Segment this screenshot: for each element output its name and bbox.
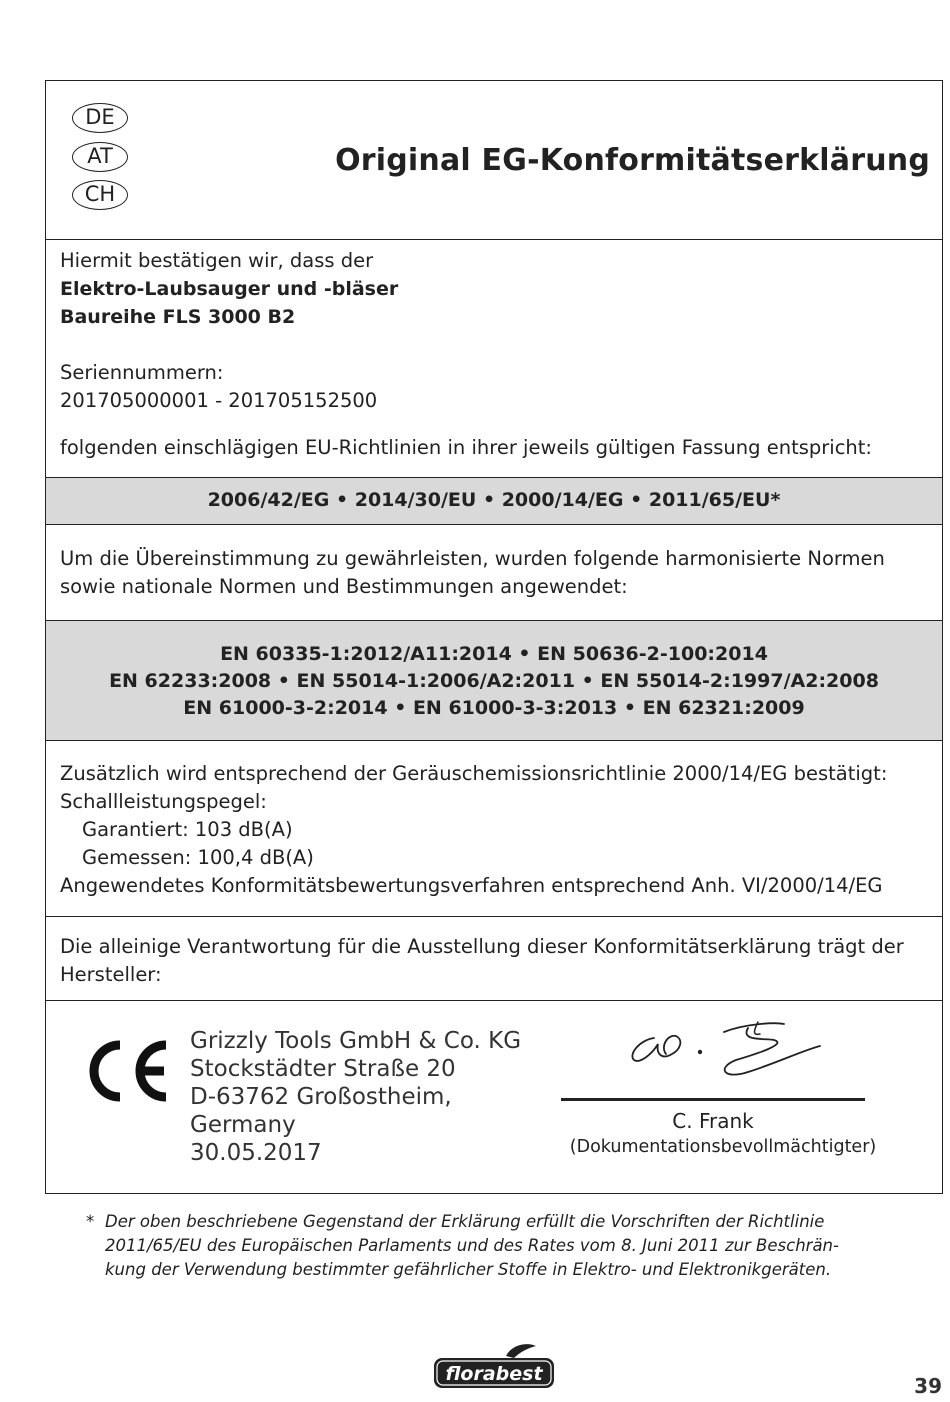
country-badge-de: DE (72, 103, 128, 133)
norms-line-1: EN 60335-1:2012/A11:2014 • EN 50636-2-100:2014 (220, 643, 768, 665)
country-badge-ch: CH (72, 180, 128, 210)
page-number: 39 (914, 1374, 942, 1398)
noise-line-2: Schallleistungspegel: (60, 790, 267, 813)
footnote-line-1: Der oben beschriebene Gegenstand der Erklärung erfüllt die Vorschriften der Richtlinie (105, 1212, 825, 1231)
signatory-name: C. Frank (672, 1109, 754, 1133)
noise-section (46, 740, 942, 916)
norms-line-2: EN 62233:2008 • EN 55014-1:2006/A2:2011 • EN 55014-2:1997/A2:2008 (109, 670, 879, 692)
manufacturer-street: Stockstädter Straße 20 (190, 1056, 456, 1082)
product-section (46, 239, 942, 477)
responsibility-line-2: Hersteller: (60, 963, 162, 986)
norms-line-3: EN 61000-3-2:2014 • EN 61000-3-3:2013 • EN 62321:2009 (183, 697, 805, 719)
noise-procedure: Angewendetes Konformitätsbewertungsverfahren entsprechend Anh. VI/2000/14/EG (60, 874, 883, 897)
norms-intro-section (46, 524, 942, 620)
country-badge-at: AT (72, 142, 128, 172)
signatory-role: (Dokumentationsbevollmächtigter) (569, 1137, 877, 1157)
footnote-marker: * (86, 1212, 95, 1231)
signature-line (561, 1098, 865, 1101)
manufacturer-country: Germany (190, 1112, 296, 1138)
page-title: Original EG-Konformitätserklärung (335, 143, 930, 178)
norms-band (46, 620, 942, 740)
serial-label: Seriennummern: (60, 361, 224, 384)
footnote-line-3: kung der Verwendung bestimmter gefährlicher Stoffe in Elektro- und Elektronikgeräten. (105, 1260, 832, 1279)
norms-intro-line-2: sowie nationale Normen und Bestimmungen angewendet: (60, 575, 628, 598)
product-name: Elektro-Laubsauger und -bläser (60, 278, 399, 300)
manufacturer-name: Grizzly Tools GmbH & Co. KG (190, 1028, 522, 1054)
responsibility-line-1: Die alleinige Verantwortung für die Ausstellung dieser Konformitätserklärung trägt der (60, 935, 904, 958)
florabest-logo (432, 1342, 556, 1392)
ce-mark-icon (82, 1039, 172, 1103)
intro-text: Hiermit bestätigen wir, dass der (60, 249, 374, 272)
directives-band (46, 477, 942, 524)
directives-intro: folgenden einschlägigen EU-Richtlinien in ihrer jeweils gültigen Fassung entspricht: (60, 436, 872, 459)
manufacturer-city: D-63762 Großostheim, (190, 1084, 452, 1110)
declaration-date: 30.05.2017 (190, 1140, 322, 1166)
noise-guaranteed: Garantiert: 103 dB(A) (82, 818, 293, 841)
brand-name: florabest (445, 1363, 543, 1385)
serial-range: 201705000001 - 201705152500 (60, 389, 378, 412)
noise-measured: Gemessen: 100,4 dB(A) (82, 846, 314, 869)
noise-line-1: Zusätzlich wird entsprechend der Geräuschemissionsrichtlinie 2000/14/EG bestätigt: (60, 762, 888, 785)
footnote-line-2: 2011/65/EU des Europäischen Parlaments und des Rates vom 8. Juni 2011 zur Beschrän- (105, 1236, 839, 1255)
declaration-frame (45, 80, 943, 1194)
signature-icon (624, 1016, 824, 1088)
product-series: Baureihe FLS 3000 B2 (60, 306, 296, 328)
norms-intro-line-1: Um die Übereinstimmung zu gewährleisten, wurden folgende harmonisierte Normen (60, 547, 885, 570)
responsibility-section (46, 916, 942, 1000)
directives-list: 2006/42/EG • 2014/30/EU • 2000/14/EG • 2011/65/EU* (207, 489, 781, 511)
